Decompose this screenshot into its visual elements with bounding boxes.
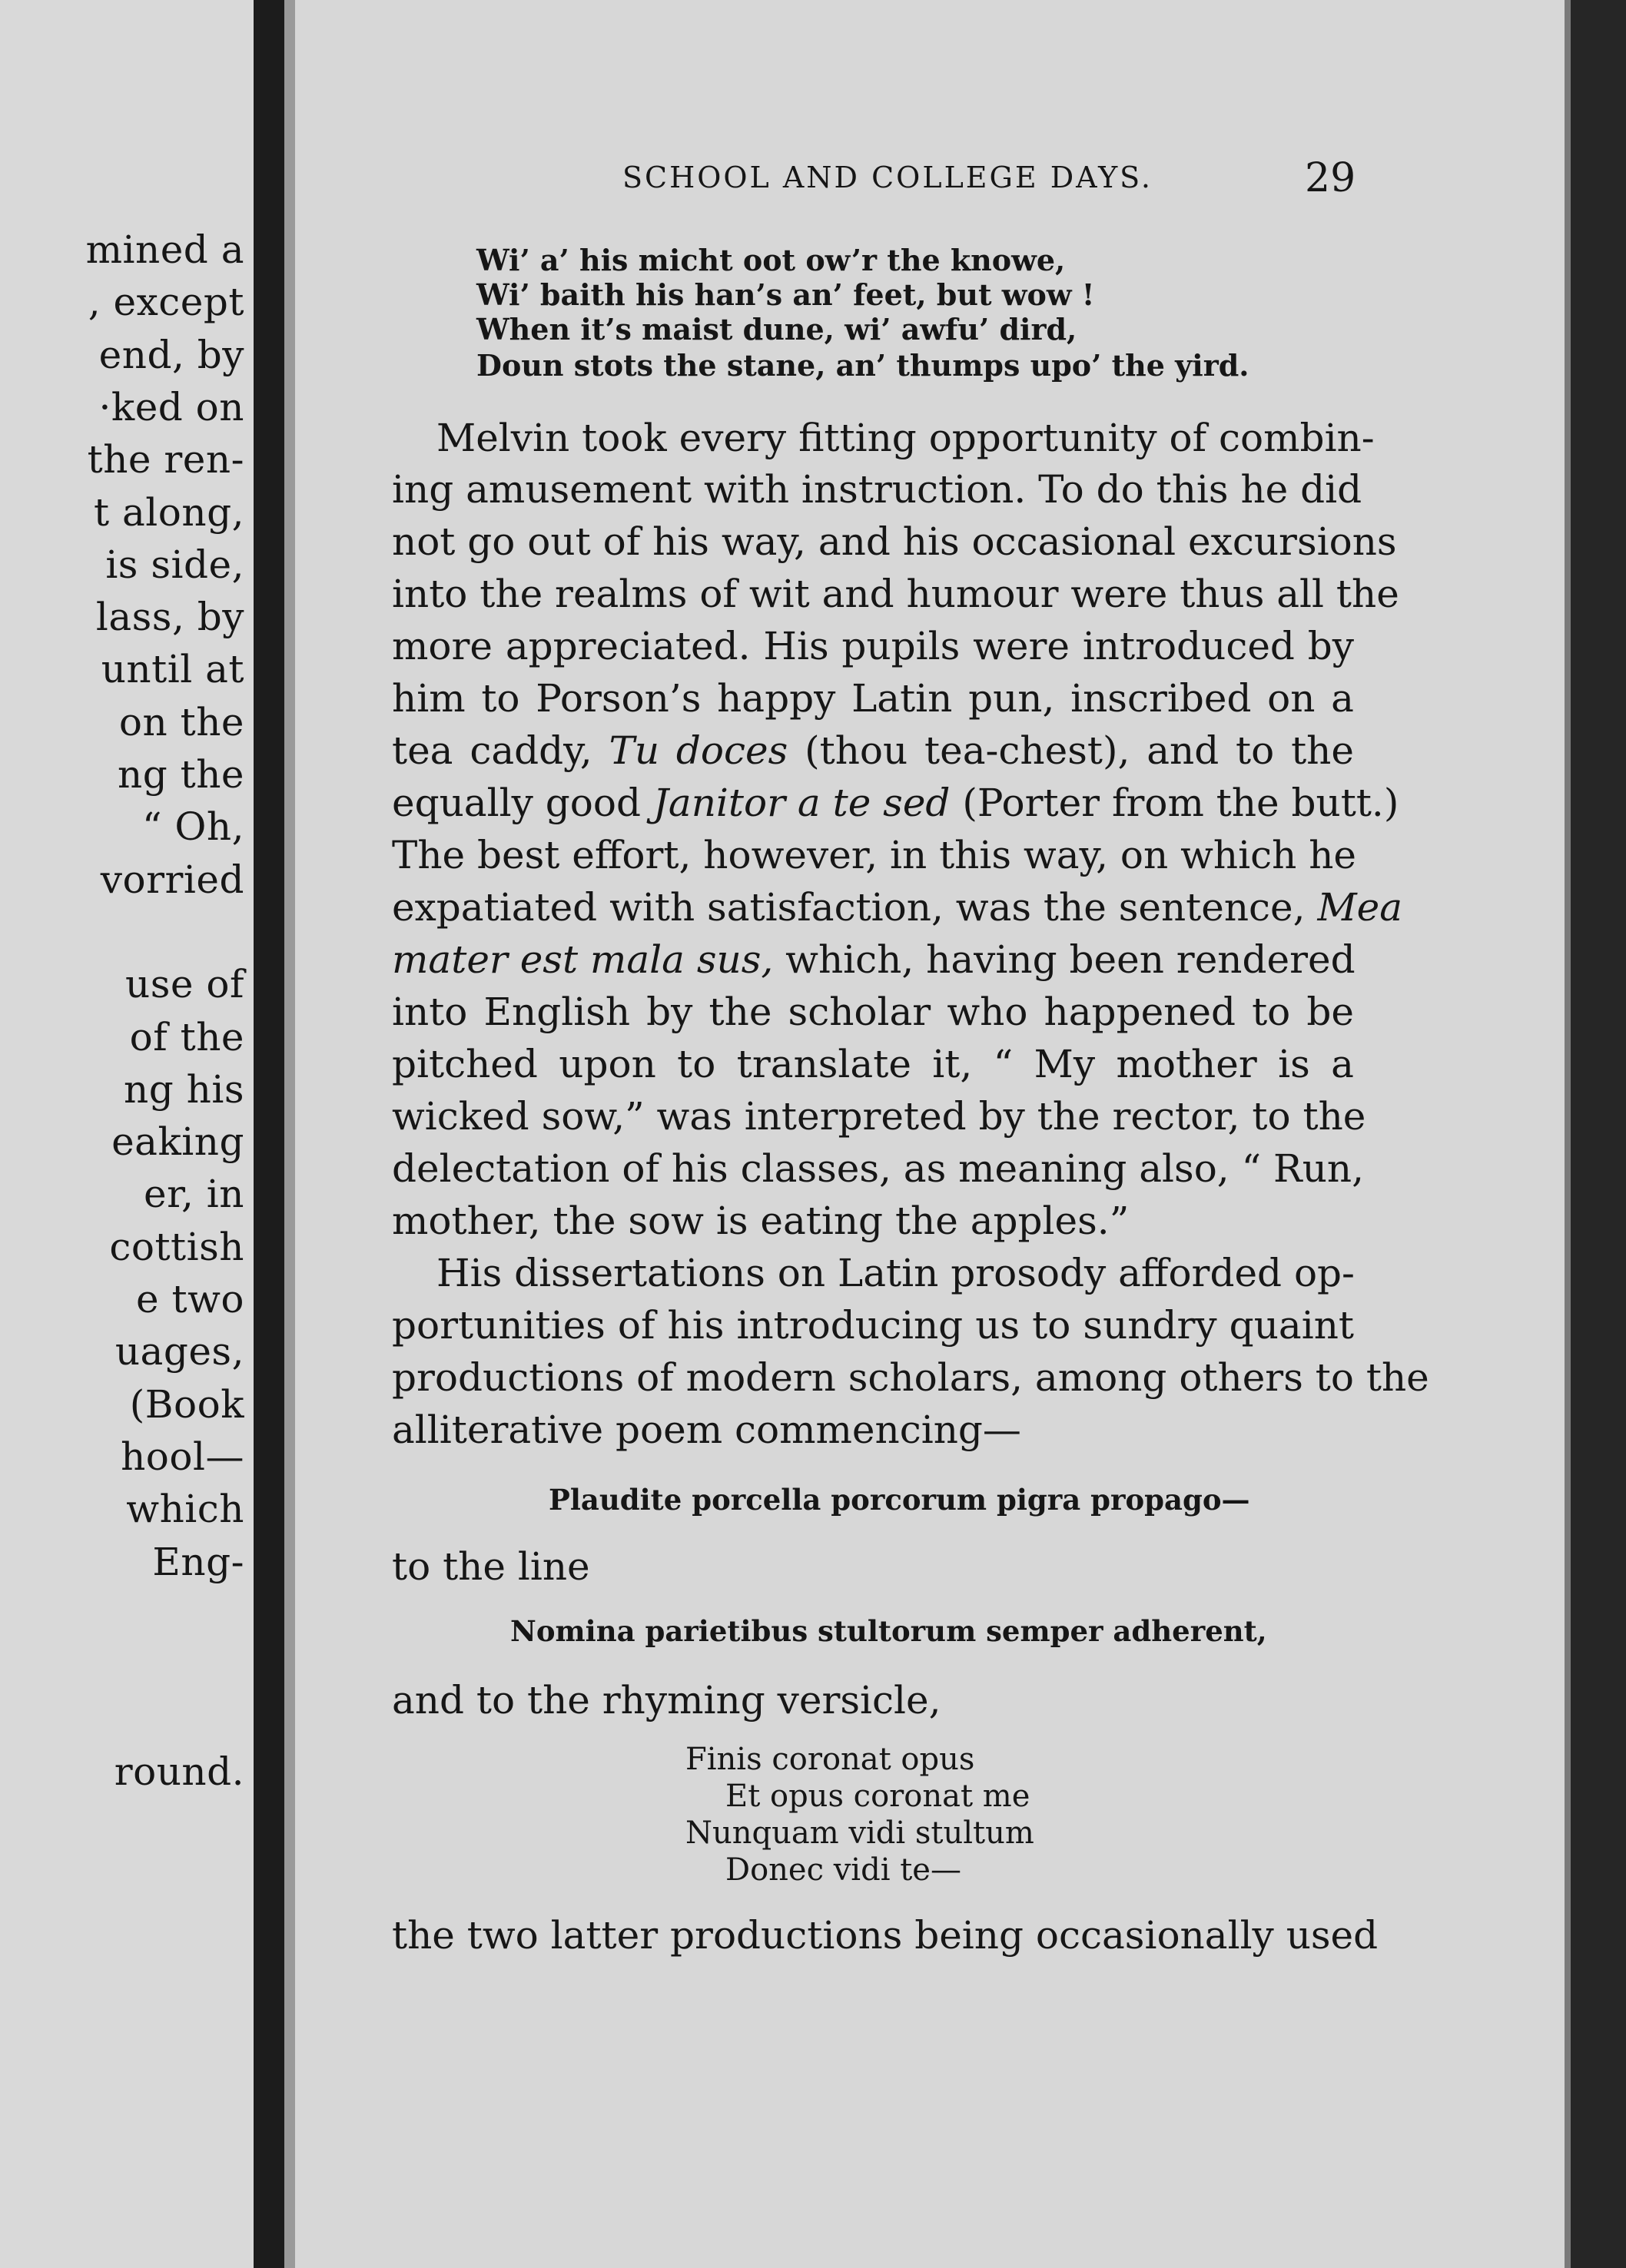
connector-text: and to the rhyming versicle, (392, 1678, 941, 1723)
verse-line-1: Wi’ a’ his micht oot ow’r the knowe, (476, 243, 1066, 277)
book-cover-edge (1571, 0, 1626, 2268)
italic-latin: Tu doces (609, 728, 788, 773)
text-span: (thou tea-chest), and to the (805, 728, 1354, 773)
italic-latin: mater est mala sus, (392, 937, 774, 982)
italic-latin: Janitor a te sed (652, 781, 951, 825)
text-line: His dissertations on Latin prosody afforded op- (436, 1251, 1355, 1295)
latin-quote-plaudite: Plaudite porcella porcorum pigra propago— (549, 1483, 1250, 1517)
text-span: tea caddy, (392, 728, 592, 773)
page-edge-left (284, 0, 295, 2268)
text-line: him to Porson’s happy Latin pun, inscribed on a (392, 676, 1354, 721)
text-line: into the realms of wit and humour were thus all the (392, 572, 1399, 616)
previous-page-line: t along, (94, 489, 244, 535)
text-line: wicked sow,” was interpreted by the rector, to the (392, 1094, 1366, 1139)
closing-line: the two latter productions being occasionally used (392, 1913, 1379, 1958)
connector-text: to the line (392, 1544, 590, 1589)
previous-page-line: ·ked on (98, 384, 244, 429)
text-span: (Porter from the butt.) (962, 781, 1399, 825)
text-line: portunities of his introducing us to sundry quaint (392, 1303, 1354, 1348)
previous-page-line: use of (125, 962, 244, 1007)
text-line (392, 937, 1356, 982)
previous-page-line: ng the (118, 752, 244, 797)
poem-line-2: Et opus coronat me (725, 1779, 1030, 1814)
previous-page-line: lass, by (95, 595, 244, 640)
poem-line-1: Finis coronat opus (685, 1742, 975, 1777)
previous-page-line: hool— (121, 1434, 244, 1479)
text-line (392, 728, 1354, 773)
text-line: The best effort, however, in this way, on which he (392, 833, 1357, 877)
text-line: alliterative poem commencing— (392, 1408, 1021, 1452)
latin-quote-nomina: Nomina parietibus stultorum semper adherent, (510, 1614, 1267, 1648)
text-line: Melvin took every fitting opportunity of combin- (436, 416, 1375, 460)
running-title: SCHOOL AND COLLEGE DAYS. (622, 161, 1153, 194)
previous-page-line: the ren- (87, 437, 244, 482)
previous-page-line: end, by (98, 332, 244, 377)
text-line: ing amusement with instruction. To do this he did (392, 467, 1362, 512)
book-gutter (254, 0, 284, 2268)
previous-page-line: which (126, 1487, 244, 1532)
text-span: expatiated with satisfaction, was the sentence, (392, 885, 1306, 930)
previous-page-line: (Book (129, 1381, 244, 1427)
text-line: more appreciated. His pupils were introduced by (392, 624, 1354, 668)
previous-page-line: , except (88, 280, 244, 325)
previous-page-line: Eng- (152, 1539, 244, 1584)
previous-page-line: of the (129, 1014, 244, 1059)
page-number: 29 (1305, 155, 1356, 201)
previous-page-line: is side, (105, 542, 244, 587)
text-span: which, having been rendered (785, 937, 1356, 982)
verse-line-4: Doun stots the stane, an’ thumps upo’ the yird. (476, 348, 1249, 383)
previous-page-line: mined a (85, 227, 244, 272)
poem-line-3: Nunquam vidi stultum (685, 1815, 1034, 1851)
italic-latin: Mea (1317, 885, 1403, 930)
text-line: productions of modern scholars, among others to the (392, 1355, 1429, 1400)
text-line: into English by the scholar who happened to be (392, 990, 1354, 1034)
text-line (392, 885, 1403, 930)
previous-page-line: er, in (144, 1172, 244, 1217)
previous-page-line: until at (101, 647, 244, 692)
poem-line-4: Donec vidi te— (725, 1852, 961, 1888)
previous-page-line: “ Oh, (141, 804, 244, 850)
previous-page-line: uages, (114, 1329, 244, 1374)
previous-page-fragment (0, 0, 254, 2268)
verse-line-2: Wi’ baith his han’s an’ feet, but wow ! (476, 277, 1095, 312)
previous-page-line: eaking (111, 1119, 244, 1165)
text-line: pitched upon to translate it, “ My mother is a (392, 1042, 1354, 1086)
previous-page-line: vorried (100, 857, 244, 902)
previous-page-line: on the (118, 699, 244, 744)
text-line: not go out of his way, and his occasional excursions (392, 519, 1397, 564)
previous-page-line: e two (136, 1277, 244, 1321)
text-line: mother, the sow is eating the apples.” (392, 1199, 1130, 1243)
previous-page-line: cottish (109, 1224, 244, 1269)
text-line (392, 781, 1399, 825)
verse-line-3: When it’s maist dune, wi’ awfu’ dird, (476, 312, 1077, 346)
text-span: equally good (392, 781, 641, 825)
text-line: delectation of his classes, as meaning also, “ Run, (392, 1146, 1364, 1191)
previous-page-line: round. (114, 1749, 244, 1794)
previous-page-line: ng his (124, 1066, 244, 1112)
